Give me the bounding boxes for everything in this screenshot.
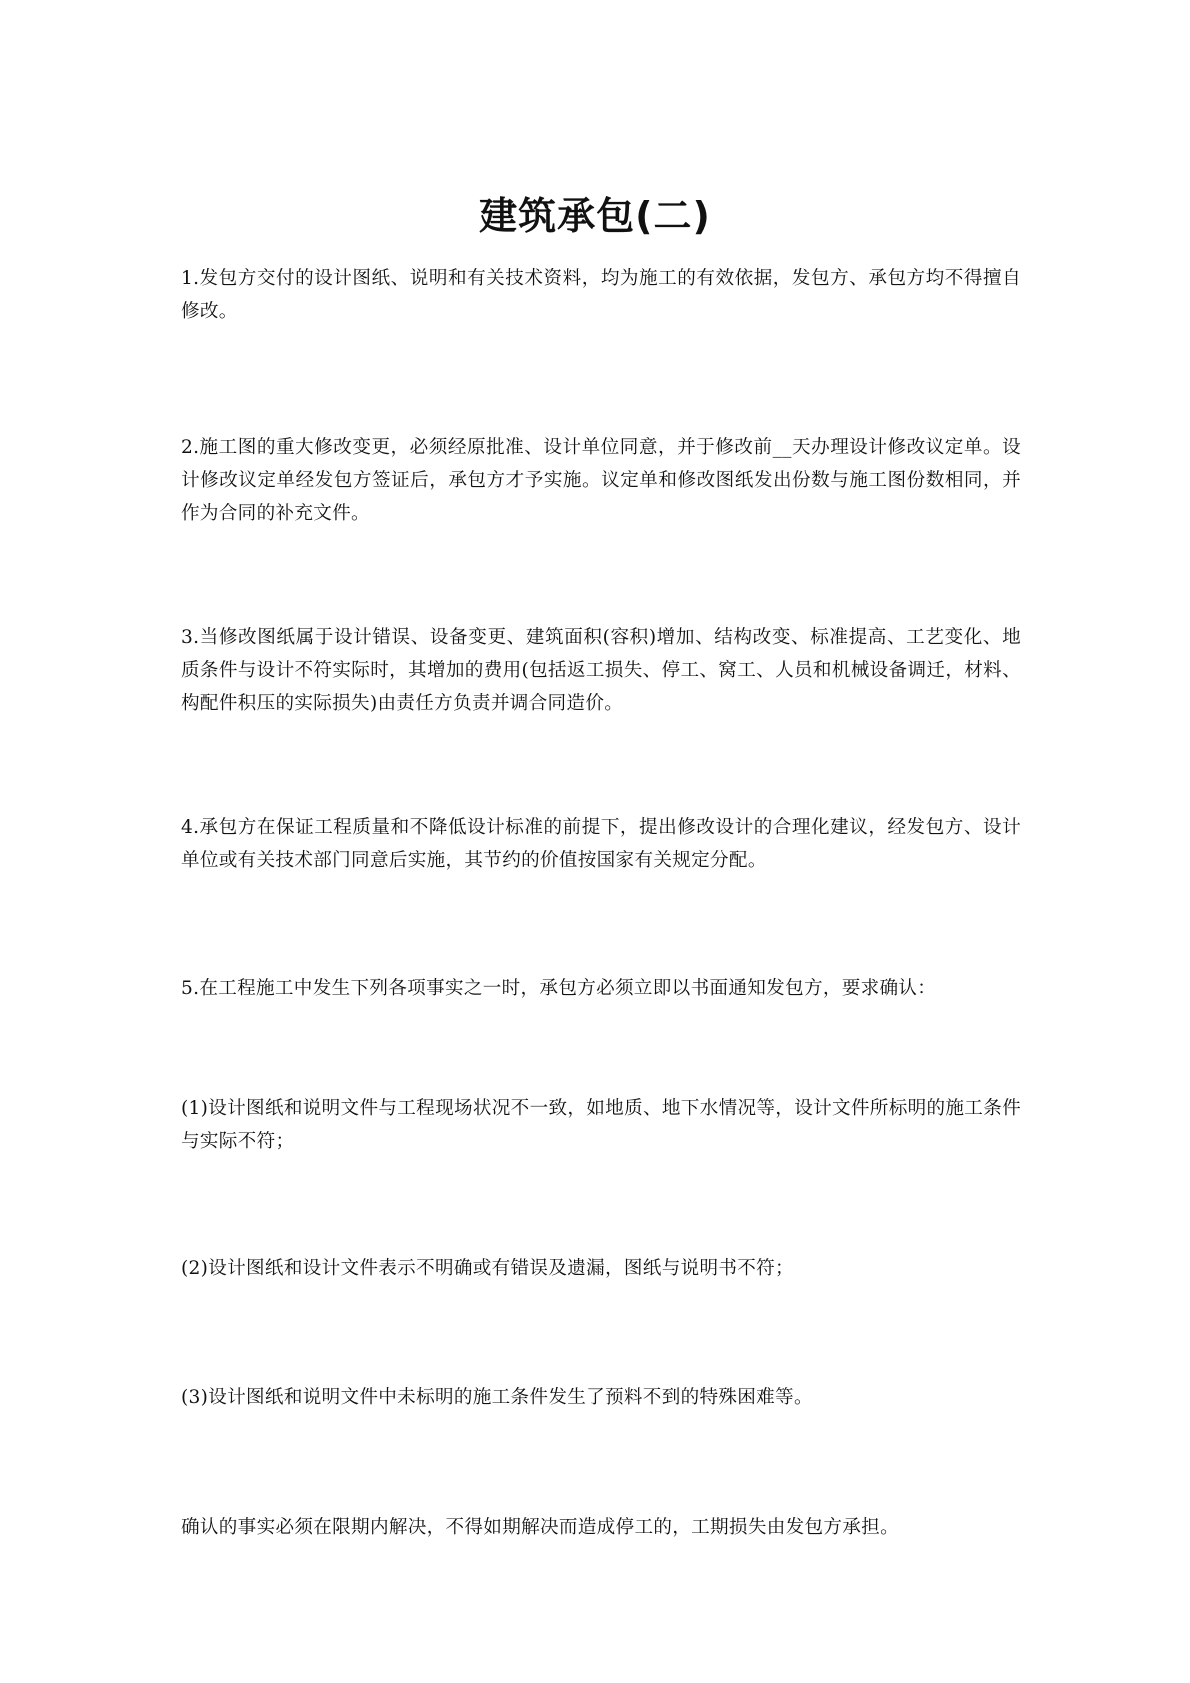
sub-item-1: (1)设计图纸和说明文件与工程现场状况不一致，如地质、地下水情况等，设计文件所标明的施工条件与实际不符； (181, 1098, 1021, 1152)
clause-1: 1.发包方交付的设计图纸、说明和有关技术资料，均为施工的有效依据，发包方、承包方均不得擅自修改。 (181, 268, 1021, 322)
clause-2: 2.施工图的重大修改变更，必须经原批准、设计单位同意，并于修改前__天办理设计修改议定单。设计修改议定单经发包方签证后，承包方才予实施。议定单和修改图纸发出份数与施工图份数相同，并作为合同的补充文件。 (181, 437, 1021, 524)
clause-5: 5.在工程施工中发生下列各项事实之一时，承包方必须立即以书面通知发包方，要求确认： (181, 978, 937, 999)
clause-3: 3.当修改图纸属于设计错误、设备变更、建筑面积(容积)增加、结构改变、标准提高、工艺变化、地质条件与设计不符实际时，其增加的费用(包括返工损失、停工、窝工、人员和机械设备调迁，材料、构配件积压的实际损失)由责任方负责并调合同造价。 (181, 627, 1021, 714)
document-title: 建筑承包(二) (479, 194, 711, 239)
clause-4: 4.承包方在保证工程质量和不降低设计标准的前提下，提出修改设计的合理化建议，经发包方、设计单位或有关技术部门同意后实施，其节约的价值按国家有关规定分配。 (181, 817, 1021, 871)
sub-item-3: (3)设计图纸和说明文件中未标明的施工条件发生了预料不到的特殊困难等。 (181, 1387, 813, 1408)
closing-statement: 确认的事实必须在限期内解决，不得如期解决而造成停工的，工期损失由发包方承担。 (181, 1517, 899, 1538)
sub-item-2: (2)设计图纸和设计文件表示不明确或有错误及遗漏，图纸与说明书不符； (181, 1258, 794, 1279)
